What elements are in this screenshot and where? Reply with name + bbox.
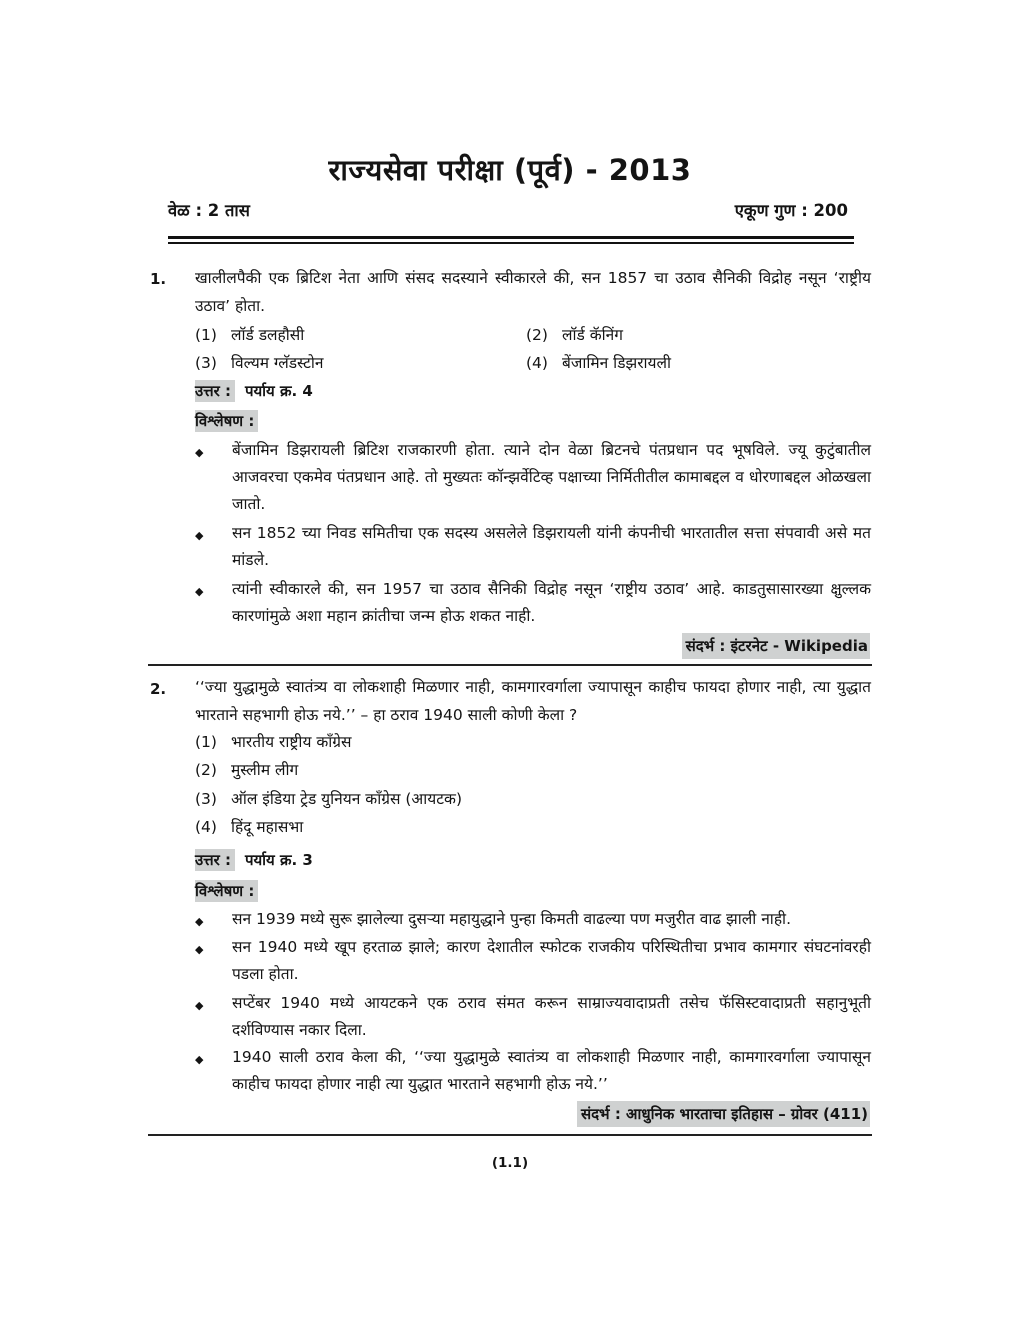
- option-text: मुस्लीम लीग: [231, 761, 299, 779]
- question-1-option-4: [526, 351, 671, 373]
- question-2-option-1: [195, 730, 352, 752]
- question-1-option-2: [526, 323, 623, 345]
- option-text: ऑल इंडिया ट्रेड युनियन कॉंग्रेस (आयटक): [231, 790, 463, 808]
- option-number: (1): [195, 326, 217, 344]
- exam-duration: वेळ : 2 तास: [168, 201, 250, 220]
- question-2-analysis-point-1: [195, 906, 871, 933]
- diamond-bullet-icon: ◆: [195, 943, 204, 956]
- diamond-bullet-icon: ◆: [195, 529, 204, 542]
- answer-value: पर्याय क्र. 3: [244, 851, 313, 869]
- question-2-analysis-point-3: [195, 990, 871, 1044]
- option-number: (3): [195, 354, 217, 372]
- header-rule-top: [168, 236, 854, 239]
- analysis-text: सन 1940 मध्ये खूप हरताळ झाले; कारण देशातील स्फोटक राजकीय परिस्थितीचा प्रभाव कामगार संघटनांवरही पडला होता.: [232, 938, 871, 983]
- question-1-option-1: [195, 323, 304, 345]
- question-2-option-2: [195, 758, 298, 780]
- analysis-label: विश्लेषण :: [195, 410, 258, 432]
- analysis-text: सन 1939 मध्ये सुरू झालेल्या दुसऱ्या महायुद्धाने पुन्हा किमती वाढल्या पण मजुरीत वाढ झाली नाही.: [232, 910, 791, 928]
- option-text: भारतीय राष्ट्रीय कॉंग्रेस: [231, 733, 352, 751]
- option-number: (4): [526, 354, 548, 372]
- option-text: बेंजामिन डिझरायली: [562, 354, 672, 372]
- question-1-analysis-point-3: [195, 576, 871, 630]
- page-bottom-rule: [148, 1134, 872, 1136]
- answer-label: उत्तर :: [195, 849, 235, 871]
- question-1-analysis-point-1: [195, 437, 871, 518]
- option-number: (3): [195, 790, 217, 808]
- question-2-analysis-point-2: [195, 934, 871, 988]
- header-rule-bottom: [168, 242, 854, 244]
- diamond-bullet-icon: ◆: [195, 915, 204, 928]
- diamond-bullet-icon: ◆: [195, 1053, 204, 1066]
- question-1-option-3: [195, 351, 324, 373]
- option-text: लॉर्ड डलहौसी: [231, 326, 305, 344]
- question-1-answer: [195, 381, 313, 401]
- question-2-reference: संदर्भ : आधुनिक भारताचा इतिहास – ग्रोवर (411): [577, 1101, 870, 1127]
- question-separator: [148, 664, 872, 666]
- question-2-option-3: [195, 787, 462, 809]
- question-2-text: ‘‘ज्या युद्धामुळे स्वातंत्र्य वा लोकशाही मिळणार नाही, कामगारवर्गाला ज्यापासून काहीच फायदा होणार नाही, त्या युद्धात भारताने सहभागी होऊ नये.’’ – हा ठराव 1940 साली कोणी केला ?: [195, 678, 871, 724]
- analysis-text: 1940 साली ठराव केला की, ‘‘ज्या युद्धामुळे स्वातंत्र्य वा लोकशाही मिळणार नाही, कामगारवर्गाला ज्यापासून काहीच फायदा होणार नाही त्या युद्धात भारताने सहभागी होऊ नये.’’: [232, 1048, 871, 1093]
- diamond-bullet-icon: ◆: [195, 446, 204, 459]
- page-number: (1.1): [491, 1155, 529, 1171]
- analysis-text: सन 1852 च्या निवड समितीचा एक सदस्य असलेले डिझरायली यांनी कंपनीची भारतातील सत्ता संपवावी असे मत मांडले.: [232, 524, 871, 569]
- question-1-reference: संदर्भ : इंटरनेट - Wikipedia: [682, 633, 870, 659]
- diamond-bullet-icon: ◆: [195, 585, 204, 598]
- question-2-analysis-heading: [195, 881, 258, 901]
- question-2-answer: [195, 850, 313, 870]
- answer-value: पर्याय क्र. 4: [244, 382, 313, 400]
- option-text: लॉर्ड कॅनिंग: [562, 326, 623, 344]
- question-1-analysis-point-2: [195, 520, 871, 574]
- option-number: (1): [195, 733, 217, 751]
- question-2-analysis-point-4: [195, 1044, 871, 1098]
- analysis-text: सप्टेंबर 1940 मध्ये आयटकने एक ठराव संमत करून साम्राज्यवादाप्रती तसेच फॅसिस्टवादाप्रती सहानुभूती दर्शविण्यास नकार दिला.: [232, 994, 871, 1039]
- question-1-text: खालीलपैकी एक ब्रिटिश नेता आणि संसद सदस्याने स्वीकारले की, सन 1857 चा उठाव सैनिकी विद्रोह नसून ‘राष्ट्रीय उठाव’ होता.: [195, 269, 871, 315]
- option-text: हिंदू महासभा: [231, 818, 304, 836]
- total-marks: एकूण गुण : 200: [734, 201, 848, 220]
- question-1-number: 1.: [150, 270, 167, 288]
- question-2-option-4: [195, 815, 303, 837]
- question-2-number: 2.: [150, 680, 167, 698]
- answer-label: उत्तर :: [195, 380, 235, 402]
- option-number: (2): [526, 326, 548, 344]
- diamond-bullet-icon: ◆: [195, 999, 204, 1012]
- analysis-text: त्यांनी स्वीकारले की, सन 1957 चा उठाव सैनिकी विद्रोह नसून ‘राष्ट्रीय उठाव’ आहे. काडतुसासारख्या क्षुल्लक कारणांमुळे अशा महान क्रांतीचा जन्म होऊ शकत नाही.: [232, 580, 871, 625]
- option-number: (2): [195, 761, 217, 779]
- option-number: (4): [195, 818, 217, 836]
- question-1-analysis-heading: [195, 411, 258, 431]
- analysis-text: बेंजामिन डिझरायली ब्रिटिश राजकारणी होता. त्याने दोन वेळा ब्रिटनचे पंतप्रधान पद भूषविले. ज्यू कुटुंबातील आजवरचा एकमेव पंतप्रधान आहे. तो मुख्यतः कॉन्झर्वेटिव्ह पक्षाच्या निर्मितीतील कामाबद्दल व धोरणाबद्दल ओळखला जातो.: [232, 441, 871, 513]
- page-title: राज्यसेवा परीक्षा (पूर्व) - 2013: [328, 153, 692, 187]
- option-text: विल्यम ग्लॅडस्टोन: [231, 354, 324, 372]
- analysis-label: विश्लेषण :: [195, 880, 258, 902]
